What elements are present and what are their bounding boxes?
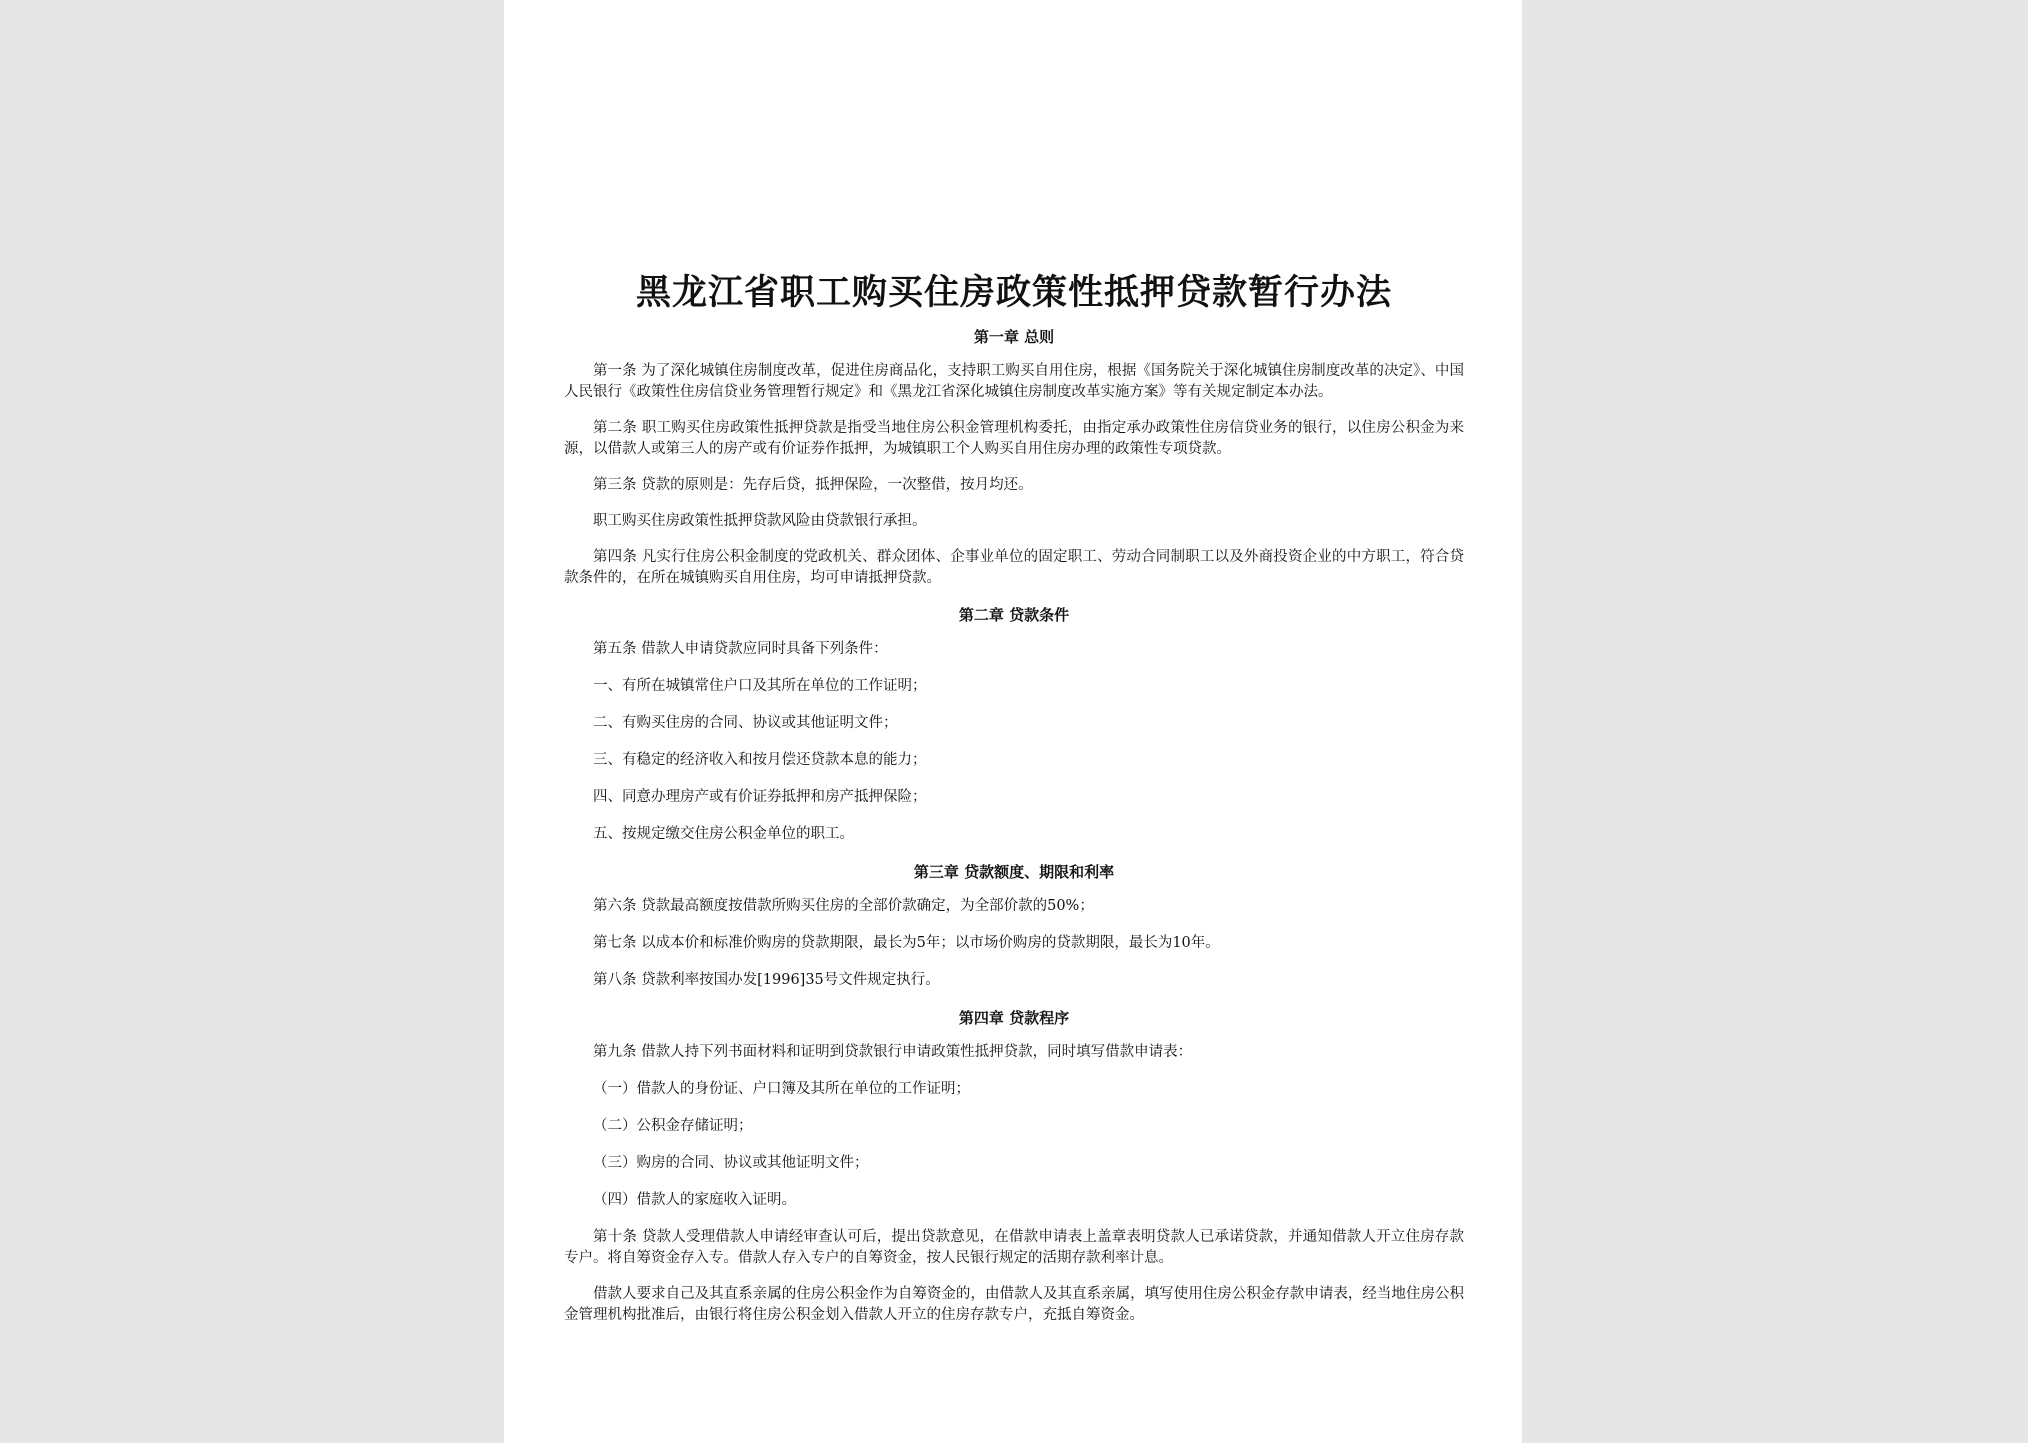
document-page [504, 0, 1522, 1443]
article-paragraph: 第七条 以成本价和标准价购房的贷款期限，最长为5年；以市场价购房的贷款期限，最长为10年。 [593, 935, 1220, 951]
list-item: 二、有购买住房的合同、协议或其他证明文件； [593, 715, 898, 731]
document-title: 黑龙江省职工购买住房政策性抵押贷款暂行办法 [635, 272, 1392, 313]
chapter-heading: 第四章 贷款程序 [958, 1009, 1070, 1027]
list-item: （四）借款人的家庭收入证明。 [593, 1192, 796, 1208]
article-paragraph: 第九条 借款人持下列书面材料和证明到贷款银行申请政策性抵押贷款，同时填写借款申请表： [593, 1044, 1193, 1060]
list-item: 五、按规定缴交住房公积金单位的职工。 [593, 826, 854, 842]
article-paragraph: 第四条 凡实行住房公积金制度的党政机关、群众团体、企事业单位的固定职工、劳动合同制职工以及外商投资企业的中方职工，符合贷款条件的，在所在城镇购买自用住房，均可申请抵押贷款。 [564, 549, 1464, 586]
article-paragraph: 第二条 职工购买住房政策性抵押贷款是指受当地住房公积金管理机构委托，由指定承办政策性住房信贷业务的银行，以住房公积金为来源，以借款人或第三人的房产或有价证券作抵押，为城镇职工个人购买自用住房办理的政策性专项贷款。 [564, 420, 1464, 457]
list-item: （二）公积金存储证明； [593, 1118, 753, 1134]
article-paragraph: 职工购买住房政策性抵押贷款风险由贷款银行承担。 [593, 513, 927, 529]
list-item: 四、同意办理房产或有价证券抵押和房产抵押保险； [593, 789, 927, 805]
article-paragraph: 第一条 为了深化城镇住房制度改革，促进住房商品化，支持职工购买自用住房，根据《国务院关于深化城镇住房制度改革的决定》、中国人民银行《政策性住房信贷业务管理暂行规定》和《黑龙江省深化城镇住房制度改革实施方案》等有关规定制定本办法。 [564, 363, 1464, 400]
list-item: 三、有稳定的经济收入和按月偿还贷款本息的能力； [593, 752, 927, 768]
article-paragraph: 第八条 贷款利率按国办发[1996]35号文件规定执行。 [593, 972, 940, 988]
article-paragraph: 借款人要求自己及其直系亲属的住房公积金作为自筹资金的，由借款人及其直系亲属，填写使用住房公积金存款申请表，经当地住房公积金管理机构批准后，由银行将住房公积金划入借款人开立的住房存款专户，充抵自筹资金。 [564, 1286, 1464, 1323]
article-paragraph: 第六条 贷款最高额度按借款所购买住房的全部价款确定，为全部价款的50%； [593, 898, 1094, 914]
chapter-heading: 第一章 总则 [973, 328, 1055, 346]
article-paragraph: 第五条 借款人申请贷款应同时具备下列条件： [593, 641, 888, 657]
chapter-heading: 第二章 贷款条件 [958, 606, 1070, 624]
chapter-heading: 第三章 贷款额度、期限和利率 [913, 863, 1115, 881]
article-paragraph: 第三条 贷款的原则是：先存后贷，抵押保险，一次整借，按月均还。 [593, 477, 1033, 493]
list-item: （三）购房的合同、协议或其他证明文件； [593, 1155, 869, 1171]
document-content [564, 268, 1464, 1341]
list-item: 一、有所在城镇常住户口及其所在单位的工作证明； [593, 678, 927, 694]
article-paragraph: 第十条 贷款人受理借款人申请经审查认可后，提出贷款意见，在借款申请表上盖章表明贷款人已承诺贷款，并通知借款人开立住房存款专户。将自筹资金存入专。借款人存入专户的自筹资金，按人民银行规定的活期存款利率计息。 [564, 1229, 1464, 1266]
list-item: （一）借款人的身份证、户口簿及其所在单位的工作证明； [593, 1081, 970, 1097]
